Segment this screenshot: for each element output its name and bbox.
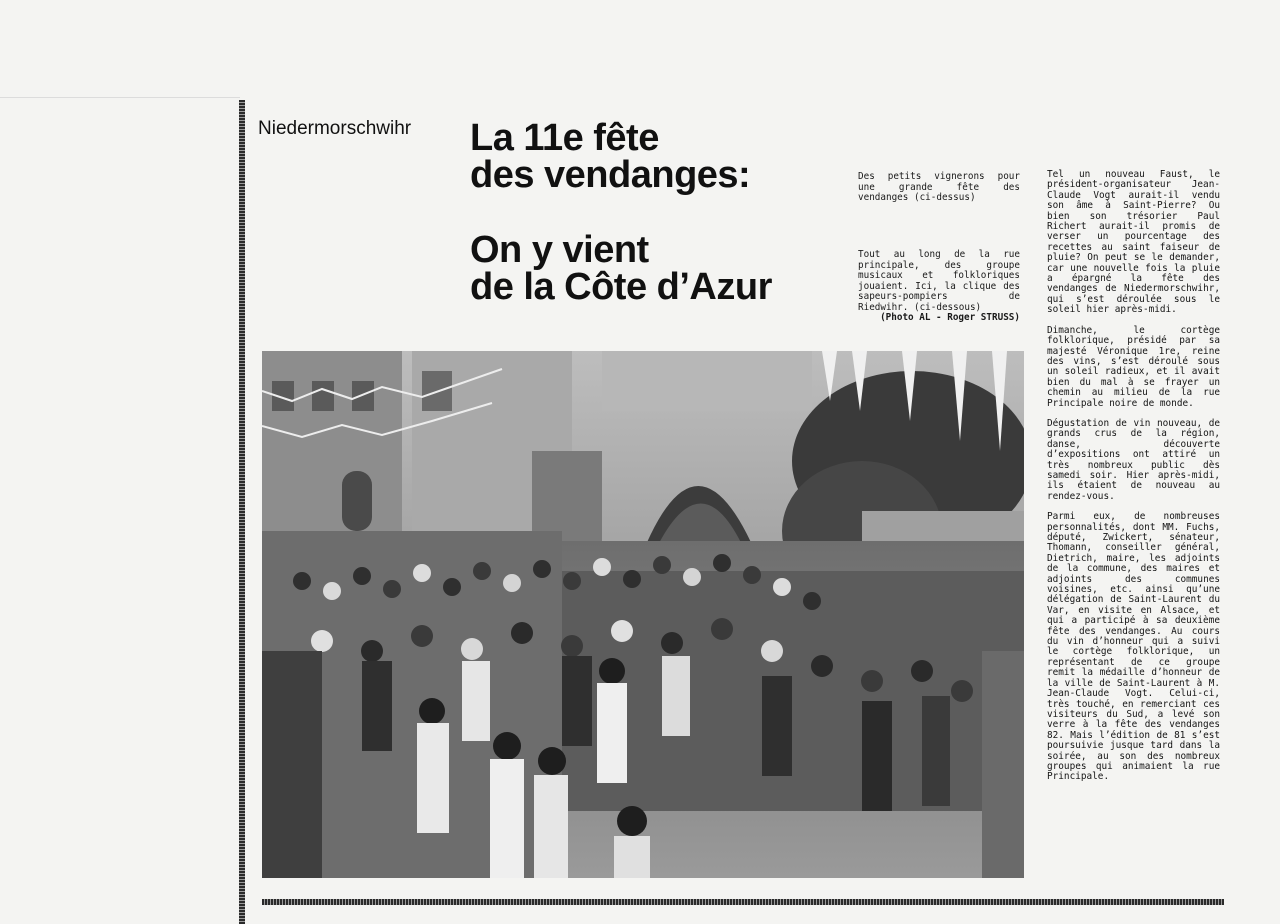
headline-line-2: des vendanges: [470, 154, 751, 196]
caption-bottom-text: Tout au long de la rue principale, des groupe musicaux et folkloriques jouaient. Ici, la clique des sapeurs-pompiers de Riedwihr. (ci-dessous) [858, 249, 1020, 313]
article-paragraph: Parmi eux, de nombreuses personnalités, dont MM. Fuchs, député, Zwickert, sénateur, Thomann, conseiller général, Dietrich, maire, les adjoints de la commune, des maires et adjoints des communes voisines, etc. ainsi qu’une délégation de Saint-Laurent du Var, en visite en Alsace, et qui a participé à sa deuxième fête des vendanges. Au cours du vin d’honneur qui a suivi le cortège folklorique, un représentant de ce groupe remit la médaille d’honneur de la ville de Saint-Laurent à M. Jean-Claude Vogt. Celui-ci, très touché, en remerciant ces visiteurs du Sud, a levé son verre à la fête des vendanges 82. Mais l’édition de 81 s’est poursuivie jusque tard dans la soirée, au son des nombreux groupes qui animaient la rue Principale. [1047, 511, 1220, 783]
headline [470, 117, 751, 196]
photo-caption-top: Des petits vignerons pour une grande fête des vendanges (ci-dessus) [858, 171, 1020, 203]
subheadline [470, 229, 772, 308]
photo-illustration [262, 351, 1024, 878]
dateline: Niedermorschwihr [258, 118, 412, 139]
photo-credit: (Photo AL - Roger STRUSS) [880, 312, 1020, 323]
headline-line-1: La 11e fête [470, 117, 659, 159]
article-paragraph: Tel un nouveau Faust, le président-organisateur Jean-Claude Vogt aurait-il vendu son âme à Saint-Pierre? Ou bien son trésorier Paul Richert aurait-il promis de verser un pourcentage des recettes au saint faiseur de pluie? On peut se le demander, car une nouvelle fois la pluie a épargné la fête des vendanges de Niedermorschwihr, qui s’est déroulée sous le soleil hier après-midi. [1047, 169, 1220, 316]
column-rule-left [239, 100, 245, 924]
article-paragraph: Dégustation de vin nouveau, de grands crus de la région, danse, découverte d’expositions ont attiré un très nombreux public dès samedi soir. Hier après-midi, ils étaient de nouveau au rendez-vous. [1047, 417, 1220, 502]
column-rule-bottom [262, 899, 1224, 905]
festival-crowd-photo [262, 351, 1024, 878]
subheadline-line-2: de la Côte d’Azur [470, 266, 772, 308]
article-body [1047, 170, 1220, 793]
scan-edge-line [0, 97, 240, 98]
subheadline-line-1: On y vient [470, 229, 649, 271]
article-paragraph: Dimanche, le cortège folklorique, présidé par sa majesté Véronique 1re, reine des vins, s’est déroulé sous un soleil radieux, et il avait bien du mal à se frayer un chemin au milieu de la rue Principale noire de monde. [1047, 324, 1220, 409]
photo-caption-bottom [858, 250, 1020, 324]
